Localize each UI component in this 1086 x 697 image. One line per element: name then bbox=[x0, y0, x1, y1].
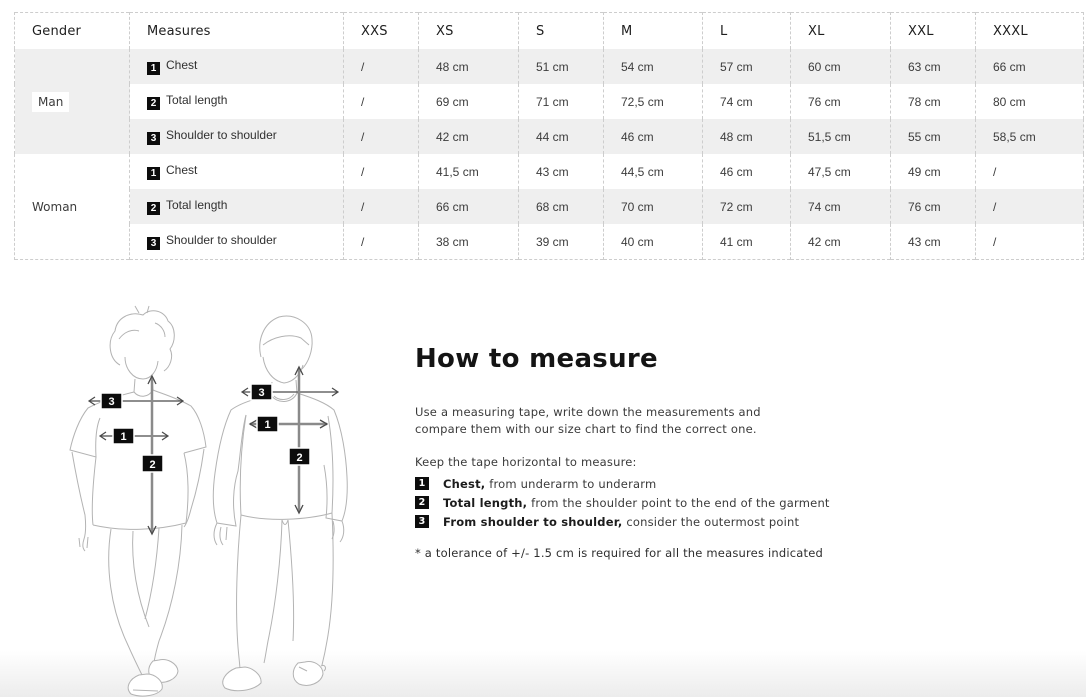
measure-step bbox=[415, 515, 835, 529]
table-row bbox=[15, 119, 1084, 154]
step-term: Total length, bbox=[443, 496, 528, 510]
size-value-cell: 76 cm bbox=[891, 189, 976, 224]
svg-text:2: 2 bbox=[149, 459, 156, 471]
size-value-cell: / bbox=[344, 224, 419, 260]
measurement-figures-illustration bbox=[55, 305, 375, 697]
size-value-cell: 44,5 cm bbox=[604, 154, 703, 189]
size-value-cell: / bbox=[976, 224, 1084, 260]
size-chart-table bbox=[14, 12, 1084, 260]
size-value-cell: / bbox=[344, 189, 419, 224]
step-number-badge: 3 bbox=[415, 515, 429, 528]
size-value-cell: 72,5 cm bbox=[604, 84, 703, 119]
measure-number-badge: 3 bbox=[147, 132, 160, 145]
measure-cell bbox=[130, 189, 344, 224]
size-value-cell: 38 cm bbox=[419, 224, 519, 260]
size-value-cell: / bbox=[344, 154, 419, 189]
size-value-cell: / bbox=[344, 49, 419, 84]
gender-label: Man bbox=[32, 92, 69, 112]
gender-cell bbox=[15, 49, 130, 154]
measure-label: Total length bbox=[166, 93, 228, 107]
table-row bbox=[15, 154, 1084, 189]
man-length-badge bbox=[289, 448, 310, 465]
man-shoulder-badge bbox=[251, 384, 272, 400]
table-row bbox=[15, 189, 1084, 224]
man-chest-badge bbox=[257, 416, 278, 432]
step-description: from underarm to underarm bbox=[489, 477, 657, 491]
how-to-measure-intro: Use a measuring tape, write down the measurements and compare them with our size chart to find the correct one. bbox=[415, 405, 761, 436]
size-value-cell: 54 cm bbox=[604, 49, 703, 84]
measure-cell bbox=[130, 49, 344, 84]
tolerance-note: * a tolerance of +/- 1.5 cm is required for all the measures indicated bbox=[415, 546, 824, 560]
measure-label: Chest bbox=[166, 58, 198, 72]
measure-label: Shoulder to shoulder bbox=[166, 128, 277, 142]
col-header-gender: Gender bbox=[15, 13, 130, 50]
measure-number-badge: 2 bbox=[147, 202, 160, 215]
step-number-badge: 1 bbox=[415, 477, 429, 490]
woman-figure-illustration bbox=[70, 306, 206, 696]
how-to-measure-title: How to measure bbox=[415, 344, 658, 374]
measure-cell bbox=[130, 154, 344, 189]
measure-number-badge: 1 bbox=[147, 62, 160, 75]
woman-chest-badge bbox=[113, 428, 134, 444]
size-value-cell: 76 cm bbox=[791, 84, 891, 119]
size-value-cell: 46 cm bbox=[703, 154, 791, 189]
col-header-xxxl: XXXL bbox=[976, 13, 1084, 50]
woman-length-badge bbox=[142, 455, 163, 472]
size-value-cell: 66 cm bbox=[419, 189, 519, 224]
measure-steps-list bbox=[415, 477, 835, 529]
size-value-cell: 43 cm bbox=[891, 224, 976, 260]
table-row bbox=[15, 49, 1084, 84]
size-value-cell: 41 cm bbox=[703, 224, 791, 260]
size-value-cell: 46 cm bbox=[604, 119, 703, 154]
size-value-cell: 69 cm bbox=[419, 84, 519, 119]
col-header-xl: XL bbox=[791, 13, 891, 50]
size-value-cell: 51 cm bbox=[519, 49, 604, 84]
step-term: From shoulder to shoulder, bbox=[443, 515, 623, 529]
size-value-cell: 47,5 cm bbox=[791, 154, 891, 189]
measure-step bbox=[415, 477, 835, 491]
size-value-cell: 74 cm bbox=[703, 84, 791, 119]
svg-text:1: 1 bbox=[264, 419, 271, 431]
svg-text:3: 3 bbox=[258, 387, 265, 399]
size-value-cell: 60 cm bbox=[791, 49, 891, 84]
size-value-cell: 43 cm bbox=[519, 154, 604, 189]
size-value-cell: 71 cm bbox=[519, 84, 604, 119]
size-value-cell: / bbox=[344, 84, 419, 119]
table-row bbox=[15, 84, 1084, 119]
size-value-cell: 57 cm bbox=[703, 49, 791, 84]
measure-number-badge: 1 bbox=[147, 167, 160, 180]
measure-label: Shoulder to shoulder bbox=[166, 233, 277, 247]
step-description: consider the outermost point bbox=[626, 515, 800, 529]
size-value-cell: 74 cm bbox=[791, 189, 891, 224]
size-value-cell: 48 cm bbox=[703, 119, 791, 154]
measure-cell bbox=[130, 224, 344, 260]
col-header-s: S bbox=[519, 13, 604, 50]
gender-cell bbox=[15, 154, 130, 260]
size-value-cell: / bbox=[344, 119, 419, 154]
size-value-cell: / bbox=[976, 154, 1084, 189]
svg-text:1: 1 bbox=[120, 431, 127, 443]
how-to-measure-instruction: Keep the tape horizontal to measure: bbox=[415, 455, 637, 469]
measure-step bbox=[415, 496, 835, 510]
col-header-m: M bbox=[604, 13, 703, 50]
size-value-cell: 66 cm bbox=[976, 49, 1084, 84]
measure-cell bbox=[130, 119, 344, 154]
col-header-measures: Measures bbox=[130, 13, 344, 50]
measure-number-badge: 3 bbox=[147, 237, 160, 250]
size-value-cell: 63 cm bbox=[891, 49, 976, 84]
size-value-cell: 40 cm bbox=[604, 224, 703, 260]
size-value-cell: 42 cm bbox=[791, 224, 891, 260]
step-number-badge: 2 bbox=[415, 496, 429, 509]
man-figure-illustration bbox=[213, 316, 347, 691]
measure-label: Chest bbox=[166, 163, 198, 177]
size-value-cell: 70 cm bbox=[604, 189, 703, 224]
size-value-cell: 44 cm bbox=[519, 119, 604, 154]
measure-cell bbox=[130, 84, 344, 119]
col-header-xs: XS bbox=[419, 13, 519, 50]
size-value-cell: / bbox=[976, 189, 1084, 224]
size-value-cell: 58,5 cm bbox=[976, 119, 1084, 154]
step-term: Chest, bbox=[443, 477, 486, 491]
size-value-cell: 68 cm bbox=[519, 189, 604, 224]
size-value-cell: 72 cm bbox=[703, 189, 791, 224]
measure-number-badge: 2 bbox=[147, 97, 160, 110]
size-value-cell: 41,5 cm bbox=[419, 154, 519, 189]
how-to-measure-section bbox=[415, 344, 835, 560]
size-value-cell: 55 cm bbox=[891, 119, 976, 154]
measure-label: Total length bbox=[166, 198, 228, 212]
table-row bbox=[15, 224, 1084, 260]
size-value-cell: 78 cm bbox=[891, 84, 976, 119]
col-header-xxl: XXL bbox=[891, 13, 976, 50]
table-header-row bbox=[15, 13, 1084, 50]
size-value-cell: 39 cm bbox=[519, 224, 604, 260]
step-description: from the shoulder point to the end of the garment bbox=[531, 496, 830, 510]
size-value-cell: 80 cm bbox=[976, 84, 1084, 119]
col-header-xxs: XXS bbox=[344, 13, 419, 50]
woman-shoulder-badge bbox=[101, 393, 122, 409]
size-value-cell: 49 cm bbox=[891, 154, 976, 189]
size-value-cell: 48 cm bbox=[419, 49, 519, 84]
size-value-cell: 51,5 cm bbox=[791, 119, 891, 154]
gender-label: Woman bbox=[32, 199, 78, 214]
col-header-l: L bbox=[703, 13, 791, 50]
svg-text:3: 3 bbox=[108, 396, 115, 408]
size-value-cell: 42 cm bbox=[419, 119, 519, 154]
svg-text:2: 2 bbox=[296, 452, 303, 464]
